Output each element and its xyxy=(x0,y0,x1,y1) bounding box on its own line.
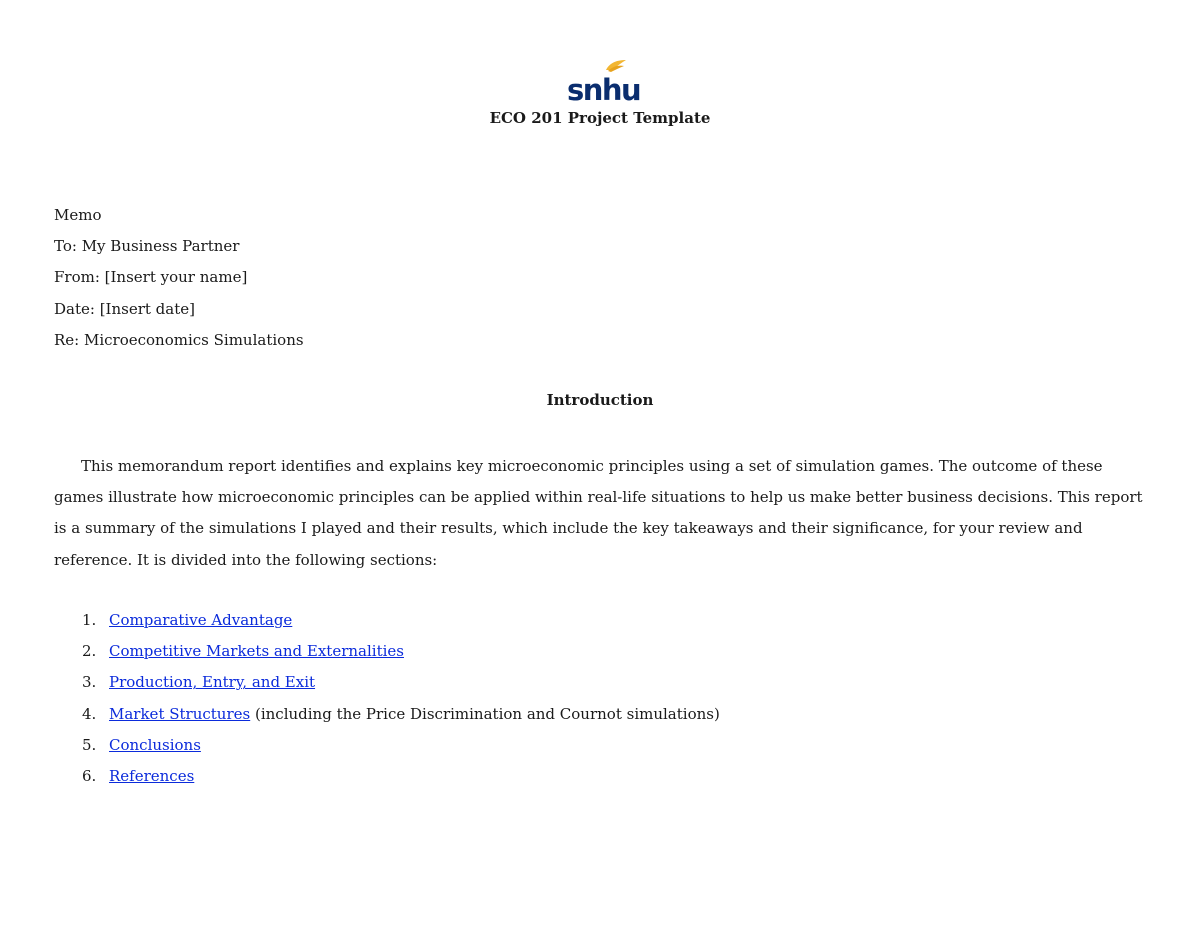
section-link-comparative-advantage[interactable]: Comparative Advantage xyxy=(109,611,293,629)
svg-text:snhu: snhu xyxy=(567,73,641,107)
introduction-heading: Introduction xyxy=(546,391,654,409)
memo-header xyxy=(54,200,304,356)
introduction-paragraph: This memorandum report identifies and explains key microeconomic principles using a set of simulation games. The outcome of these games illustrate how microeconomic principles can be applied within real-life situations to help us make better business decisions. This report is a summary of the simulations I played and their results, which include the key takeaways and their significance, for your review and reference. It is divided into the following sections: xyxy=(54,457,1143,569)
list-suffix: (including the Price Discrimination and Cournot simulations) xyxy=(250,704,720,723)
section-link-references[interactable]: References xyxy=(109,767,195,786)
list-item xyxy=(54,730,720,761)
section-link-market-structures[interactable]: Market Structures xyxy=(109,704,251,723)
list-item xyxy=(54,605,720,636)
memo-from: From: [Insert your name] xyxy=(54,268,248,287)
section-list xyxy=(54,605,720,792)
snhu-logo-graphic xyxy=(566,58,641,107)
list-number: 6. xyxy=(82,767,97,786)
memo-to: To: My Business Partner xyxy=(54,237,240,256)
snhu-logo xyxy=(566,58,641,107)
memo-date: Date: [Insert date] xyxy=(54,299,195,318)
list-item xyxy=(54,667,720,698)
list-item xyxy=(54,636,720,667)
memo-re: Re: Microeconomics Simulations xyxy=(54,330,304,349)
section-link-competitive-markets[interactable]: Competitive Markets and Externalities xyxy=(109,642,404,661)
list-number: 2. xyxy=(82,642,97,661)
list-number: 5. xyxy=(82,735,97,754)
list-number: 1. xyxy=(82,611,97,629)
list-item xyxy=(54,761,720,792)
section-link-production-entry-exit[interactable]: Production, Entry, and Exit xyxy=(109,673,316,692)
list-number: 3. xyxy=(82,673,97,692)
list-item xyxy=(54,699,720,730)
section-link-conclusions[interactable]: Conclusions xyxy=(109,735,201,754)
document-title: ECO 201 Project Template xyxy=(489,109,711,127)
memo-label: Memo xyxy=(54,206,102,224)
list-number: 4. xyxy=(82,704,97,723)
